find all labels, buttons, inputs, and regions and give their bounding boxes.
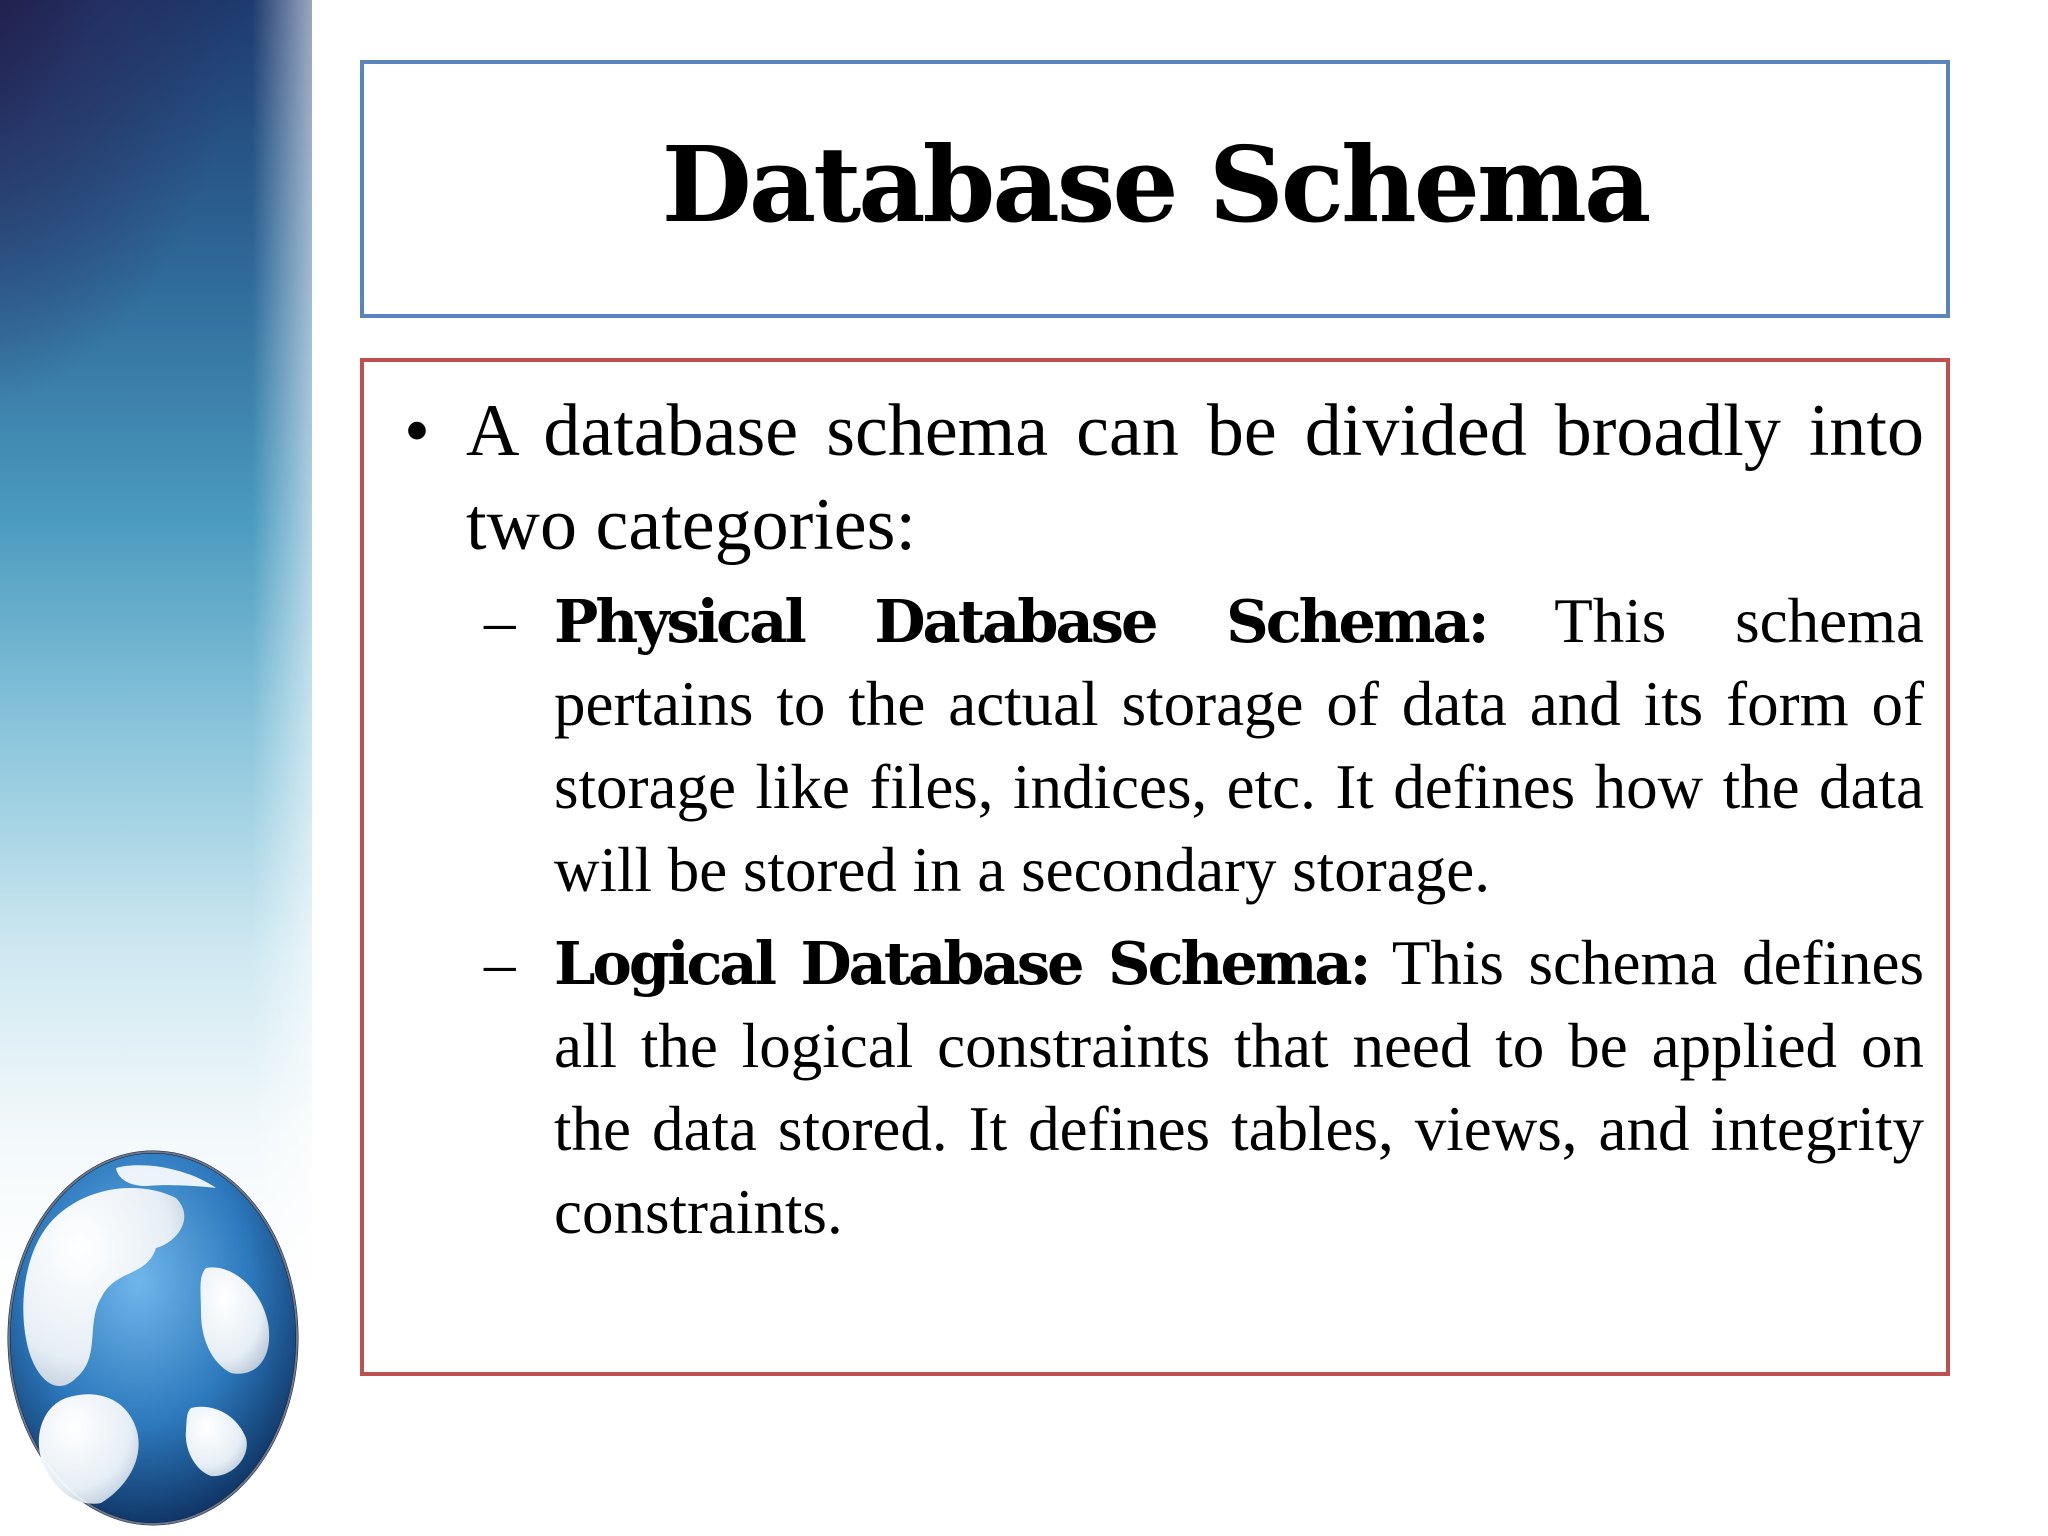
dash-marker: – [484, 586, 516, 656]
sub-item-logical [386, 922, 1924, 1254]
main-bullet-text: A database schema can be divided broadly into two categories: [466, 390, 1924, 566]
sub-item-physical [386, 580, 1924, 912]
sub-item-description: This schema pertains to the actual storage of data and its form of storage like files, indices, etc. It defines how the data will be stored in a secondary storage. [554, 586, 1924, 905]
sub-item-description: This schema defines all the logical constraints that need to be applied on the data stored. It defines tables, views, and integrity constraints. [554, 928, 1924, 1247]
bullet-marker: • [404, 390, 430, 472]
sub-item-term: Logical Database Schema: [554, 929, 1369, 998]
content-box [360, 358, 1950, 1376]
sub-item-term: Physical Database Schema: [554, 587, 1487, 656]
title-box [360, 60, 1950, 318]
dash-marker: – [484, 928, 516, 998]
slide-title: Database Schema [661, 122, 1649, 246]
main-bullet [386, 384, 1924, 572]
globe-icon [6, 1148, 300, 1528]
